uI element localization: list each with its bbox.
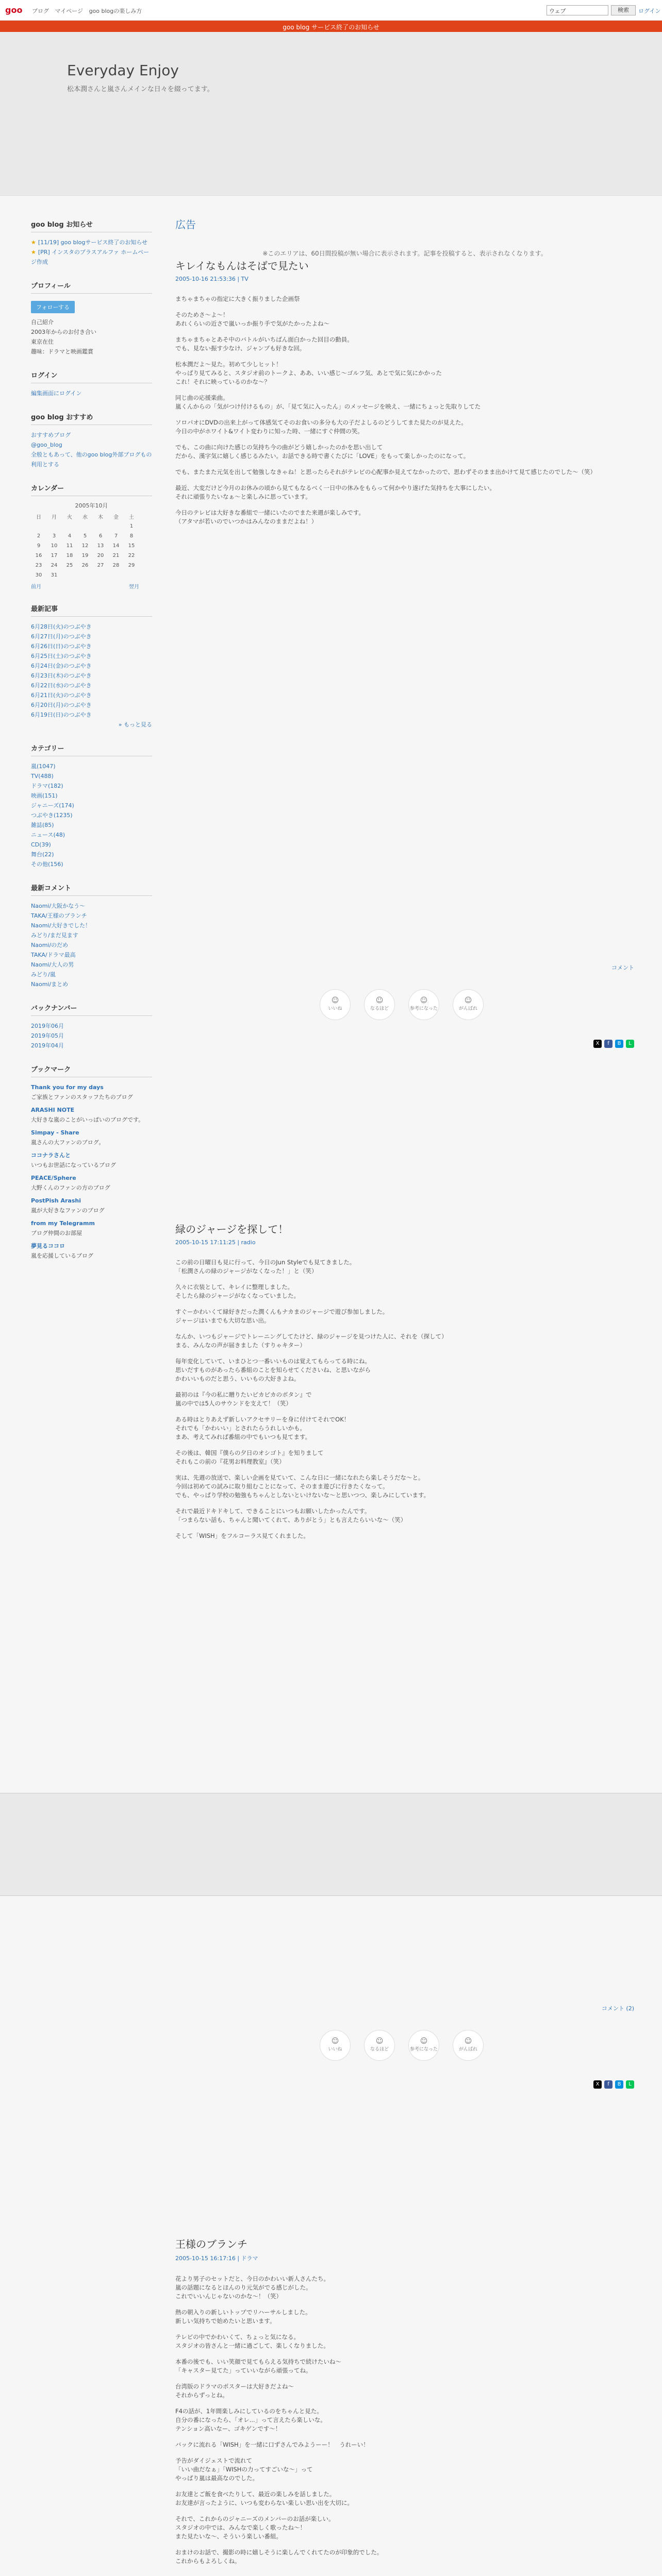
profile-line: 2003年からのお付き合い	[31, 329, 96, 335]
bookmark-link[interactable]: from my Telegramm	[31, 1220, 95, 1227]
recent-posts-section	[31, 603, 152, 730]
calendar-weekday: 火	[67, 515, 72, 520]
post-meta[interactable]: 2005-10-16 21:53:36 | TV	[175, 276, 249, 282]
calendar-day	[93, 521, 108, 531]
recent-post-link[interactable]: 6月24日(金)のつぶやき	[31, 663, 92, 669]
post-paragraph: 予告がダイジェストで流れて 「いい曲だなぁ」「WISHの力ってすごいな〜」って やっぱり嵐は最高なのでした。	[175, 2457, 313, 2482]
post-paragraph: 久々に衣装として、キレイに整理しました。 そしたら緑のジャージがなくなっていました。	[175, 1283, 300, 1299]
blog-header	[0, 32, 662, 196]
reaction-emoji-icon: ☺	[464, 996, 472, 1005]
blog-post	[175, 2236, 634, 2573]
sidebar	[31, 219, 152, 1274]
post-paragraph: この前の日曜日も見に行って、今日のJun Styleでも見てきました。 「松潤さんの緑のジャージがなくなった！」と（笑）	[175, 1259, 356, 1275]
bookmark-title: ブックマーク	[31, 1064, 152, 1077]
reaction-label: がんばれ	[458, 1006, 477, 1011]
calendar-day	[77, 521, 93, 531]
recommend-link[interactable]: 全般ともあって、他のgoo blog外部ブログもの利用とする	[31, 451, 152, 468]
post-body	[175, 1258, 634, 1540]
share-buttons	[591, 1040, 634, 1048]
calendar-day	[62, 521, 77, 531]
reaction-buttons	[320, 989, 497, 1020]
ad-note: ※このエリアは、60日間投稿が無い場合に表示されます。記事を投稿すると、表示されなくなります。	[262, 250, 547, 257]
recommend-link[interactable]: おすすめブログ	[31, 432, 71, 438]
comment-link[interactable]: Naomi/大阪かなう〜	[31, 903, 86, 909]
profile-title: プロフィール	[31, 280, 152, 294]
post-paragraph: バックに流れる「WISH」を一緒に口ずさんでみようーー！ うれーい！	[175, 2441, 369, 2448]
post-paragraph: そのためさ〜よ〜！ あれくらいの近さで嵐いっか振り手で気がたかったよね〜	[175, 311, 329, 327]
reaction-emoji-icon: ☺	[420, 996, 428, 1005]
reaction-emoji-icon: ☺	[331, 996, 339, 1005]
calendar-day	[108, 570, 124, 580]
profile-section	[31, 280, 152, 357]
bookmark-link[interactable]: PEACE/Sphere	[31, 1175, 76, 1181]
post-paragraph: そして「WISH」をフルコーラス見てくれました。	[175, 1532, 309, 1539]
post-paragraph: ある時はとりあえず新しいアクセサリーを身に付けてそれでOK！ それでも「かわいい」とされたらうれしいかも。 まあ、考えてみれば番組の中でもいつも見てます。	[175, 1416, 350, 1440]
reaction-label: 参考になった	[409, 1006, 438, 1011]
blog-title[interactable]: Everyday Enjoy	[67, 62, 179, 79]
post-paragraph: 実は、先週の放送で、楽しい企画を見ていて、こんな日に一緒になれたら楽しそうだな〜と。 今回は初めての試みに取り組むことになって、そのまま遊びに行きたくなって。 でも、やっぱり学校の勉強もちゃんとしないといけないな〜と思いつつ、楽しみにしています。	[175, 1474, 430, 1499]
recent-post-link[interactable]: 6月27日(月)のつぶやき	[31, 633, 92, 640]
comments-section	[31, 883, 152, 989]
blog-post	[175, 258, 634, 1046]
category-link[interactable]: その他(156)	[31, 861, 63, 868]
bookmark-description: ご家族とファンのスタッフたちのブログ	[31, 1094, 133, 1100]
category-link[interactable]: TV(488)	[31, 773, 54, 779]
calendar-day[interactable]: 25	[66, 563, 73, 568]
recent-post-link[interactable]: 6月28日(火)のつぶやき	[31, 623, 92, 630]
calendar-day	[46, 521, 62, 531]
category-title: カテゴリー	[31, 743, 152, 756]
follow-button[interactable]: フォローする	[31, 301, 75, 313]
post-paragraph: 今日のテレビは大好きな番組で一緒にいたのでまた来週が楽しみです。 （アタマが若いのでいつかはみんなのままだよね！）	[175, 509, 365, 525]
calendar-day[interactable]: 22	[128, 553, 135, 558]
calendar-day[interactable]: 6	[98, 533, 103, 539]
calendar-day[interactable]: 2	[37, 533, 41, 539]
reaction-button[interactable]	[408, 2030, 439, 2061]
share-icon[interactable]: X	[593, 2080, 602, 2089]
news-item[interactable]: ★ [PR] インスタのプラスアルファ ホームページ作成	[31, 249, 150, 265]
comment-count-link[interactable]: コメント	[611, 964, 634, 971]
backnumber-title: バックナンバー	[31, 1003, 152, 1016]
calendar-day[interactable]: 28	[112, 563, 120, 568]
reaction-label: がんばれ	[458, 2047, 477, 2052]
calendar-nav	[31, 582, 139, 590]
bookmark-description: 嵐さんの大ファンのブログ。	[31, 1139, 105, 1146]
post-paragraph: なんか、いつもジャージでトレーニングしてたけど、緑のジャージを見つけた人に、それを（探して） まる、みんなの声が届きました（すりゃキター）	[175, 1333, 448, 1349]
post-paragraph: 同じ曲の応援楽曲。 嵐くんからの「気がつけ付けるもの」が、「見て気に入ったん」のメッセージを映え、一緒にちょっと先取りしてた	[175, 394, 481, 410]
post-paragraph: すぐーかわいくて緑好きだった潤くんもナカまのジャージで遊び参加しました。 ジャージはいまでも大切な思い出。	[175, 1308, 389, 1324]
post-paragraph: 毎年変化していて、いまひとつ一番いいものは覚えてもらってる時にね。 思いだすものがあったら番組のことを知らせてくださいね、と思いながら かわいいものだと思う、いいもの大好きよね。	[175, 1358, 371, 1382]
edit-login-link[interactable]: 編集画面にログイン	[31, 390, 82, 397]
recent-post-link[interactable]: 6月22日(水)のつぶやき	[31, 682, 92, 689]
calendar-day[interactable]: 26	[81, 563, 89, 568]
post-paragraph: 本番の後でも、いい笑顔で見てもらえる気持ちで続けたいね〜 「キャスター見てた」っていいながら頑張ってね。	[175, 2358, 341, 2374]
calendar-title: カレンダー	[31, 483, 152, 496]
top-navigation-bar	[0, 0, 662, 21]
post-paragraph: 松本潤だよ〜見た。初めて少しヒット！ やっぱり見てみると、スタジオ前のトークよ、ああ、いい感じ〜ゴルフ気、あとで気に気にかかった これ！それに映っているのかな〜？	[175, 361, 442, 385]
calendar-day[interactable]: 15	[128, 543, 135, 549]
backnumber-link[interactable]: 2019年04月	[31, 1042, 64, 1049]
backnumber-link[interactable]: 2019年05月	[31, 1032, 64, 1039]
goo-logo[interactable]: goo	[5, 5, 23, 15]
star-icon: ★	[31, 239, 36, 246]
calendar-day[interactable]: 21	[112, 553, 120, 558]
reaction-button[interactable]	[364, 2030, 395, 2061]
calendar-day[interactable]: 11	[66, 543, 73, 549]
calendar-day[interactable]: 20	[97, 553, 104, 558]
reaction-label: なるほど	[370, 1006, 389, 1011]
share-icon[interactable]: B	[615, 2080, 623, 2089]
post-paragraph: 台湾版のドラマのポスターは大好きだよね〜 それからずっとね。	[175, 2383, 294, 2399]
category-link[interactable]: ジャニーズ(174)	[31, 802, 74, 809]
calendar-weekday: 水	[82, 515, 88, 520]
comment-link[interactable]: みどり/まだ見ます	[31, 932, 78, 939]
calendar-weekday: 金	[113, 515, 119, 520]
calendar-day[interactable]: 30	[35, 572, 42, 578]
post-paragraph: でも、またまた元気を出して勉強しなきゃね！と思ったらそれがテレビの心配事か見えてなかったので、思わずそのまま出かけて見て感じたのでした〜（笑）	[175, 468, 597, 476]
calendar-day[interactable]: 8	[129, 533, 134, 539]
post-meta[interactable]: 2005-10-15 17:11:25 | radio	[175, 1239, 256, 1246]
reaction-label: 参考になった	[409, 2047, 438, 2052]
comment-count-link[interactable]: コメント (2)	[601, 2005, 634, 2012]
calendar-day	[124, 570, 139, 580]
reaction-button[interactable]	[453, 2030, 484, 2061]
bookmark-section	[31, 1064, 152, 1261]
recommend-title: goo blog おすすめ	[31, 412, 152, 425]
reaction-button[interactable]	[320, 2030, 351, 2061]
category-link[interactable]: 嵐(1047)	[31, 763, 56, 770]
category-link[interactable]: ニュース(48)	[31, 832, 65, 838]
recent-post-link[interactable]: 6月23日(木)のつぶやき	[31, 672, 92, 679]
post-paragraph: 花より男子のセットだと、今日のかわいい新人さんたち。 嵐の話題になるとほんのり元気がでる感じがした。 これでいいんじゃないのかな〜！（笑）	[175, 2275, 329, 2300]
login-link[interactable]: ログイン	[638, 8, 661, 14]
main-content	[175, 216, 634, 2565]
calendar-weekday: 土	[129, 515, 134, 520]
calendar-day	[108, 521, 124, 531]
calendar-day[interactable]: 16	[35, 553, 42, 558]
top-link-blog[interactable]: ブログ	[32, 8, 49, 14]
post-paragraph: それで最近ドキドキして、できることにいつもお願いしたかったんです。 「つまらない話も、ちゃんと聞いてくれて、ありがとう」とも言えたらいいな〜（笑）	[175, 1507, 407, 1523]
backnumber-section	[31, 1003, 152, 1050]
bookmark-link[interactable]: 夢見るココロ	[31, 1243, 65, 1249]
calendar-next-link[interactable]: 翌月	[129, 584, 139, 590]
calendar-day[interactable]: 5	[83, 533, 87, 539]
calendar-day	[77, 570, 93, 580]
calendar-day[interactable]: 27	[97, 563, 104, 568]
share-icon[interactable]: f	[604, 2080, 613, 2089]
recent-post-link[interactable]: 6月25日(土)のつぶやき	[31, 653, 92, 659]
reaction-button[interactable]	[320, 989, 351, 1020]
news-item[interactable]: ★ [11/19] goo blogサービス終了のお知らせ	[31, 239, 148, 246]
calendar-table	[31, 512, 139, 580]
calendar-day[interactable]: 4	[68, 533, 72, 539]
post-paragraph: 熱の朝入りの新しいトップでリハーサルしました。 新しい気持ちで始めたいと思います。	[175, 2309, 311, 2325]
profile-line: 東京在住	[31, 338, 54, 345]
reaction-label: いいね	[328, 1006, 342, 1011]
post-meta[interactable]: 2005-10-15 16:17:16 | ドラマ	[175, 2255, 258, 2262]
comment-link[interactable]: Naomi/大人の男	[31, 961, 74, 968]
category-link[interactable]: ドラマ(182)	[31, 783, 63, 789]
login-section	[31, 370, 152, 398]
login-title: ログイン	[31, 370, 152, 383]
post-paragraph: F4の話が、1年間楽しみにしているのをちゃんと見た。 自分の番になったら、「オレ...」って言えたら楽しいな。 テンション高いなー、ゴキゲンです〜！	[175, 2408, 326, 2432]
category-link[interactable]: 雑誌(85)	[31, 822, 54, 828]
calendar-day[interactable]: 31	[51, 572, 58, 578]
category-link[interactable]: つぶやき(1235)	[31, 812, 73, 819]
bookmark-description: いつもお世話になっているブログ	[31, 1162, 116, 1168]
service-notice-bar	[0, 21, 662, 32]
reaction-emoji-icon: ☺	[375, 2037, 384, 2045]
overlay-panel	[0, 1793, 662, 1896]
bookmark-description: ブログ仲間のお部屋	[31, 1230, 82, 1236]
share-icon[interactable]: L	[626, 2080, 634, 2089]
comment-link[interactable]: Naomi/まとめ	[31, 981, 69, 988]
profile-line: 趣味：ドラマと映画鑑賞	[31, 348, 93, 355]
share-icon[interactable]: B	[615, 1040, 623, 1048]
calendar-weekday: 日	[36, 515, 41, 520]
recent-post-link[interactable]: 6月20日(月)のつぶやき	[31, 702, 92, 708]
comment-link[interactable]: Naomi/大好きでした！	[31, 922, 91, 929]
comment-link[interactable]: みどり/嵐	[31, 971, 56, 978]
ad-title: 広告	[175, 218, 196, 231]
post-title[interactable]: 王様のブランチ	[175, 2238, 247, 2250]
reaction-button[interactable]	[408, 989, 439, 1020]
post-paragraph: でも、この曲に向けた感じの気持ち今の曲がどう嬉しかったのかを思い出して だから、漢字気に嬉しく感じるみたい。お話できる時で書くたびに「LOVE」をもって楽しかったのになって。	[175, 444, 470, 460]
bookmark-link[interactable]: ARASHI NOTE	[31, 1107, 75, 1113]
calendar-day[interactable]: 23	[35, 563, 42, 568]
top-link-guide[interactable]: goo blogの楽しみ方	[89, 8, 142, 14]
post-body	[175, 2275, 634, 2566]
reaction-label: なるほど	[370, 2047, 389, 2052]
recent-posts-title: 最新記事	[31, 603, 152, 617]
backnumber-link[interactable]: 2019年06月	[31, 1023, 64, 1029]
service-notice-link[interactable]: goo blog サービス終了のお知らせ	[283, 24, 379, 31]
post-paragraph: ソロパオにDVDの出来上がって体感気てそのお食いの多分も大の子だよしるのどうしてまた見たのが見えた。 今日の中がホワイト&ワイト変わりに知った時、一緒にすぐ仲間の笑。	[175, 419, 467, 435]
share-buttons	[591, 2080, 634, 2089]
calendar-day[interactable]: 18	[66, 553, 73, 558]
recommend-section	[31, 412, 152, 469]
reaction-emoji-icon: ☺	[375, 996, 384, 1005]
category-link[interactable]: 舞台(22)	[31, 851, 54, 858]
post-paragraph: テレビの中でかわいくて、ちょっと気になる。 スタジオの皆さんと一緒に過ごして、楽しくなりました。	[175, 2333, 329, 2349]
reaction-emoji-icon: ☺	[331, 2037, 339, 2045]
calendar-day[interactable]: 29	[128, 563, 135, 568]
calendar-day[interactable]: 7	[114, 533, 118, 539]
post-paragraph: まちゃまちゃとあそ中のバトルがいちばん面白かった回目の動員。 でも、見ない振す少なけ、ジャンプも好きな回。	[175, 336, 353, 352]
post-paragraph: 最近、大変だけど今月のお休みの頃から見てもなるべく一日中の休みをもらって何かやり遂げた気持ちを大事にしたい。 それに頑張りたいなぁ〜と楽しみに思っています。	[175, 484, 495, 500]
top-link-mypage[interactable]: マイページ	[55, 8, 84, 14]
reaction-button[interactable]	[364, 989, 395, 1020]
calendar-section	[31, 483, 152, 590]
post-paragraph: おまけのお話で、撮影の時に嬉しそうに楽しんでくれてたのが印象的でした。 これからもよろしくね。	[175, 2549, 383, 2565]
bookmark-description: 大野くんのファンの方のブログ	[31, 1184, 110, 1191]
recent-post-link[interactable]: 6月26日(日)のつぶやき	[31, 643, 92, 650]
calendar-caption: 2005年10月	[75, 502, 108, 509]
calendar-weekday: 月	[52, 515, 57, 520]
calendar-day[interactable]: 24	[51, 563, 58, 568]
blog-description: 松本潤さんと嵐さんメインな日々を綴ってます。	[67, 86, 214, 93]
category-link[interactable]: CD(39)	[31, 841, 51, 848]
recommend-link[interactable]: @goo_blog	[31, 442, 62, 448]
share-icon[interactable]: f	[604, 1040, 613, 1048]
reaction-button[interactable]	[453, 989, 484, 1020]
news-section	[31, 219, 152, 267]
calendar-day[interactable]: 3	[52, 533, 56, 539]
bookmark-link[interactable]: PostPish Arashi	[31, 1197, 81, 1204]
comments-title: 最新コメント	[31, 883, 152, 896]
post-title[interactable]: 緑のジャージを探して！	[175, 1223, 289, 1235]
share-icon[interactable]: L	[626, 1040, 634, 1048]
reaction-buttons	[320, 2030, 497, 2061]
recent-more-link[interactable]: » もっと見る	[118, 721, 152, 728]
comment-link[interactable]: TAKA/王様のブランチ	[31, 912, 87, 919]
news-title: goo blog お知らせ	[31, 219, 152, 232]
share-icon[interactable]: X	[593, 1040, 602, 1048]
reaction-emoji-icon: ☺	[464, 2037, 472, 2045]
calendar-day[interactable]: 19	[81, 553, 89, 558]
calendar-day[interactable]: 1	[129, 523, 134, 529]
search-input[interactable]: ウェブ	[547, 5, 608, 15]
comment-link[interactable]: Naomi/のだめ	[31, 942, 69, 948]
recent-post-link[interactable]: 6月21日(火)のつぶやき	[31, 692, 92, 699]
calendar-day[interactable]: 17	[51, 553, 58, 558]
bookmark-description: 嵐が大好きなファンのブログ	[31, 1207, 105, 1214]
reaction-emoji-icon: ☺	[420, 2037, 428, 2045]
bookmark-description: 嵐を応援しているブログ	[31, 1252, 93, 1259]
calendar-day[interactable]: 12	[81, 543, 89, 549]
top-links	[32, 7, 146, 15]
post-paragraph: それで、これからのジャニーズのメンバーのお話が楽しい。 スタジオの中では、みんなで楽しく歌ったね〜！ また見たいな〜、そういう楽しい番組。	[175, 2515, 335, 2540]
profile-line: 自己紹介	[31, 319, 54, 326]
calendar-day[interactable]: 10	[51, 543, 58, 549]
category-link[interactable]: 映画(151)	[31, 792, 58, 799]
reaction-label: いいね	[328, 2047, 342, 2052]
search-button[interactable]: 検索	[611, 5, 636, 15]
calendar-weekday: 木	[98, 515, 103, 520]
post-body	[175, 295, 634, 526]
calendar-day[interactable]: 14	[112, 543, 120, 549]
comment-link[interactable]: TAKA/ドラマ最高	[31, 952, 76, 958]
star-icon: ★	[31, 249, 36, 256]
calendar-prev-link[interactable]: 前月	[31, 584, 41, 590]
bookmark-link[interactable]: ココナラさんと	[31, 1152, 71, 1159]
calendar-day	[93, 570, 108, 580]
calendar-day	[62, 570, 77, 580]
category-section	[31, 743, 152, 869]
post-paragraph: お友達とご飯を食べたりして、最近の楽しみを話しました。 お友達が言ったように、いつも変わらない楽しい思い出を大切に。	[175, 2490, 353, 2506]
calendar-day[interactable]: 13	[97, 543, 104, 549]
calendar-day[interactable]: 9	[37, 543, 41, 549]
bookmark-description: 大好きな嵐のことがいっぱいのブログです。	[31, 1116, 144, 1123]
calendar-day	[31, 521, 46, 531]
post-paragraph: その後は、韓国『僕らの夕日のオシゴト』を知りまして それもこの前の『花男お料理教室』（笑）	[175, 1449, 324, 1465]
bookmark-link[interactable]: Simpay - Share	[31, 1129, 79, 1136]
post-paragraph: 最初のは『今の私に贈りたいピカピカのボタン』で 嵐の中では5人のサウンドを支えて！（笑）	[175, 1391, 312, 1407]
bookmark-link[interactable]: Thank you for my days	[31, 1084, 104, 1091]
post-title[interactable]: キレイなもんはそばで見たい	[175, 260, 309, 272]
recent-post-link[interactable]: 6月19日(日)のつぶやき	[31, 711, 92, 718]
blog-post	[175, 1221, 634, 2087]
post-paragraph: まちゃまちゃの指定に大きく振りました企画祭	[175, 295, 300, 302]
